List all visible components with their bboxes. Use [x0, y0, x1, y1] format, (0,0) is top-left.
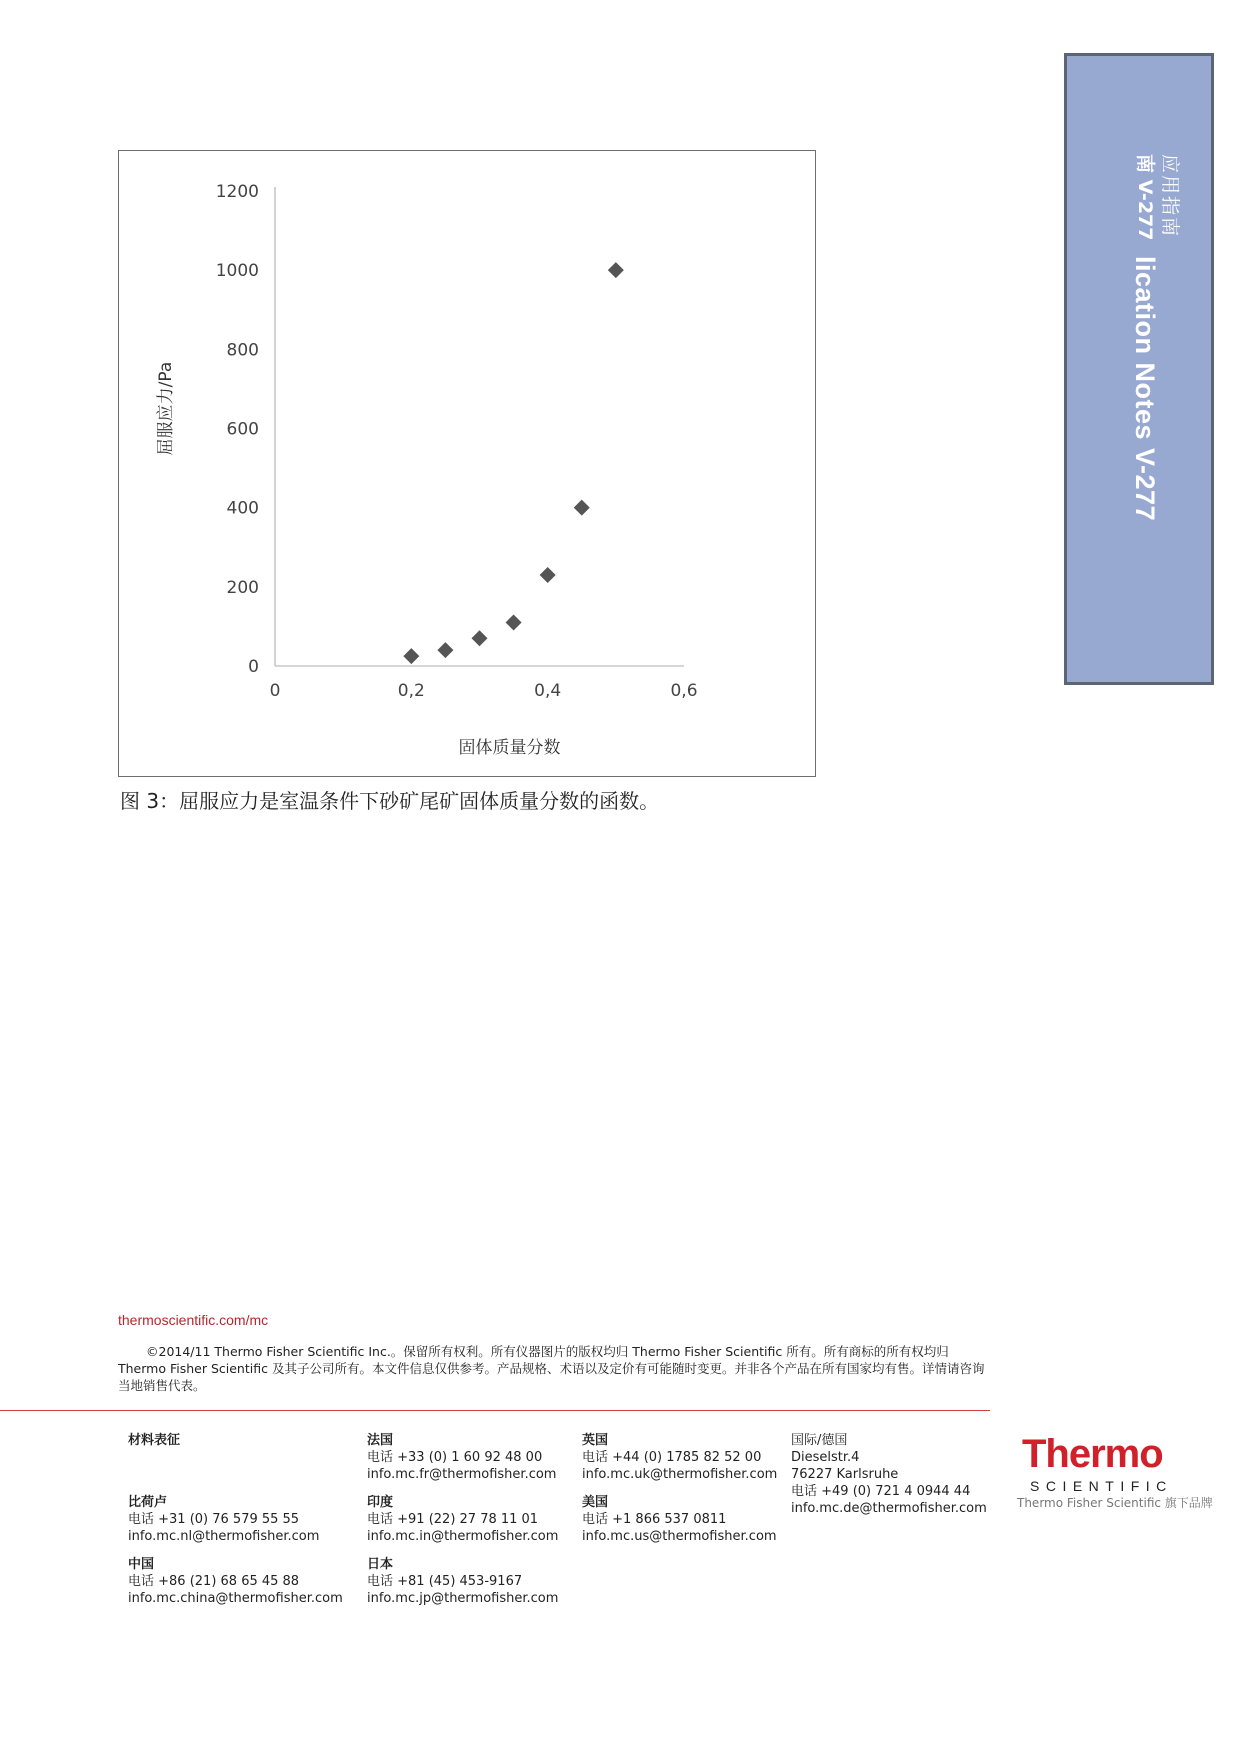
y-tick-label: 1000: [215, 261, 259, 282]
y-axis-title: 屈服应力/Pa: [156, 361, 176, 456]
contact-email[interactable]: info.mc.nl@thermofisher.com: [128, 1529, 320, 1544]
yield-stress-chart: [118, 150, 816, 777]
contact-china: [128, 1556, 343, 1607]
contact-phone: 电话 +33 (0) 1 60 92 48 00: [367, 1450, 543, 1465]
figure-caption: 图 3：屈服应力是室温条件下砂矿尾矿固体质量分数的函数。: [120, 789, 660, 813]
contact-france: [367, 1432, 556, 1483]
contact-email[interactable]: info.mc.jp@thermofisher.com: [367, 1591, 559, 1606]
side-tab-title-cn: 应用指南: [1159, 154, 1181, 239]
contact-materials: [128, 1432, 180, 1449]
contact-street: Dieselstr.4: [791, 1450, 860, 1465]
contact-email[interactable]: info.mc.china@thermofisher.com: [128, 1591, 343, 1606]
x-tick-label: 0,2: [397, 681, 425, 701]
contact-phone: 电话 +86 (21) 68 65 45 88: [128, 1574, 300, 1589]
contact-city: 76227 Karlsruhe: [791, 1467, 899, 1482]
y-tick-label: 600: [226, 419, 259, 440]
contact-phone: 电话 +49 (0) 721 4 0944 44: [791, 1484, 971, 1499]
contact-phone: 电话 +31 (0) 76 579 55 55: [128, 1512, 300, 1527]
data-point: [403, 648, 419, 664]
contact-region: 中国: [128, 1557, 155, 1572]
contact-phone: 电话 +81 (45) 453-9167: [367, 1574, 523, 1589]
contact-region: 印度: [367, 1495, 394, 1510]
contact-region: 美国: [582, 1495, 609, 1510]
data-point: [574, 500, 590, 516]
footer-divider: [0, 1410, 990, 1411]
contact-region: 法国: [367, 1433, 394, 1448]
contact-email[interactable]: info.mc.us@thermofisher.com: [582, 1529, 777, 1544]
brand-tagline: Thermo Fisher Scientific 旗下品牌: [1017, 1496, 1213, 1510]
contact-region: 材料表征: [128, 1433, 181, 1448]
contact-germany: [791, 1432, 987, 1517]
side-tab-code-cn: 南 V-277: [1134, 154, 1156, 241]
contact-phone: 电话 +91 (22) 27 78 11 01: [367, 1512, 539, 1527]
y-tick-label: 0: [248, 657, 259, 677]
data-point: [608, 262, 624, 278]
x-tick-label: 0: [269, 681, 281, 701]
website-link[interactable]: thermoscientific.com/mc: [118, 1312, 269, 1328]
data-point: [472, 630, 488, 646]
x-axis-title: 固体质量分数: [458, 738, 561, 758]
contact-region: 英国: [582, 1433, 609, 1448]
contact-india: [367, 1494, 558, 1545]
contact-email[interactable]: info.mc.fr@thermofisher.com: [367, 1467, 557, 1482]
contact-region: 日本: [367, 1557, 394, 1572]
contact-japan: [367, 1556, 558, 1607]
x-tick-label: 0,6: [670, 681, 698, 701]
contact-email[interactable]: info.mc.uk@thermofisher.com: [582, 1467, 778, 1482]
contact-region: 国际/德国: [791, 1433, 848, 1448]
y-tick-label: 400: [226, 498, 259, 519]
contact-email[interactable]: info.mc.de@thermofisher.com: [791, 1501, 987, 1516]
contact-region: 比荷卢: [128, 1495, 168, 1510]
y-tick-label: 1200: [215, 182, 259, 202]
copyright-text: ©2014/11 Thermo Fisher Scientific Inc.。保留所有权利。所有仪器图片的版权均归 Thermo Fisher Scientific 所有。所有商标的所有权均归 Thermo Fisher Scientific 及其子公司所有。本文件信息仅供参考。产品规格、术语以及定价有可能随时变更。并非各个产品在所有国家均有售。详情请咨询当地销售代表。: [118, 1344, 985, 1393]
data-point: [540, 567, 556, 583]
contact-phone: 电话 +1 866 537 0811: [582, 1512, 727, 1527]
side-tab-title-en: lication Notes V-277: [1130, 256, 1160, 522]
contact-email[interactable]: info.mc.in@thermofisher.com: [367, 1529, 559, 1544]
data-point: [506, 614, 522, 630]
contact-netherlands: [128, 1494, 319, 1545]
thermo-logo: Thermo: [1022, 1432, 1163, 1476]
x-tick-label: 0,4: [534, 681, 562, 701]
contact-uk: [582, 1432, 777, 1483]
contact-usa: [582, 1494, 777, 1545]
contact-phone: 电话 +44 (0) 1785 82 52 00: [582, 1450, 762, 1465]
y-tick-label: 200: [226, 577, 259, 598]
data-point: [437, 642, 453, 658]
y-tick-label: 800: [226, 340, 259, 361]
scientific-logo-text: SCIENTIFIC: [1030, 1478, 1173, 1494]
